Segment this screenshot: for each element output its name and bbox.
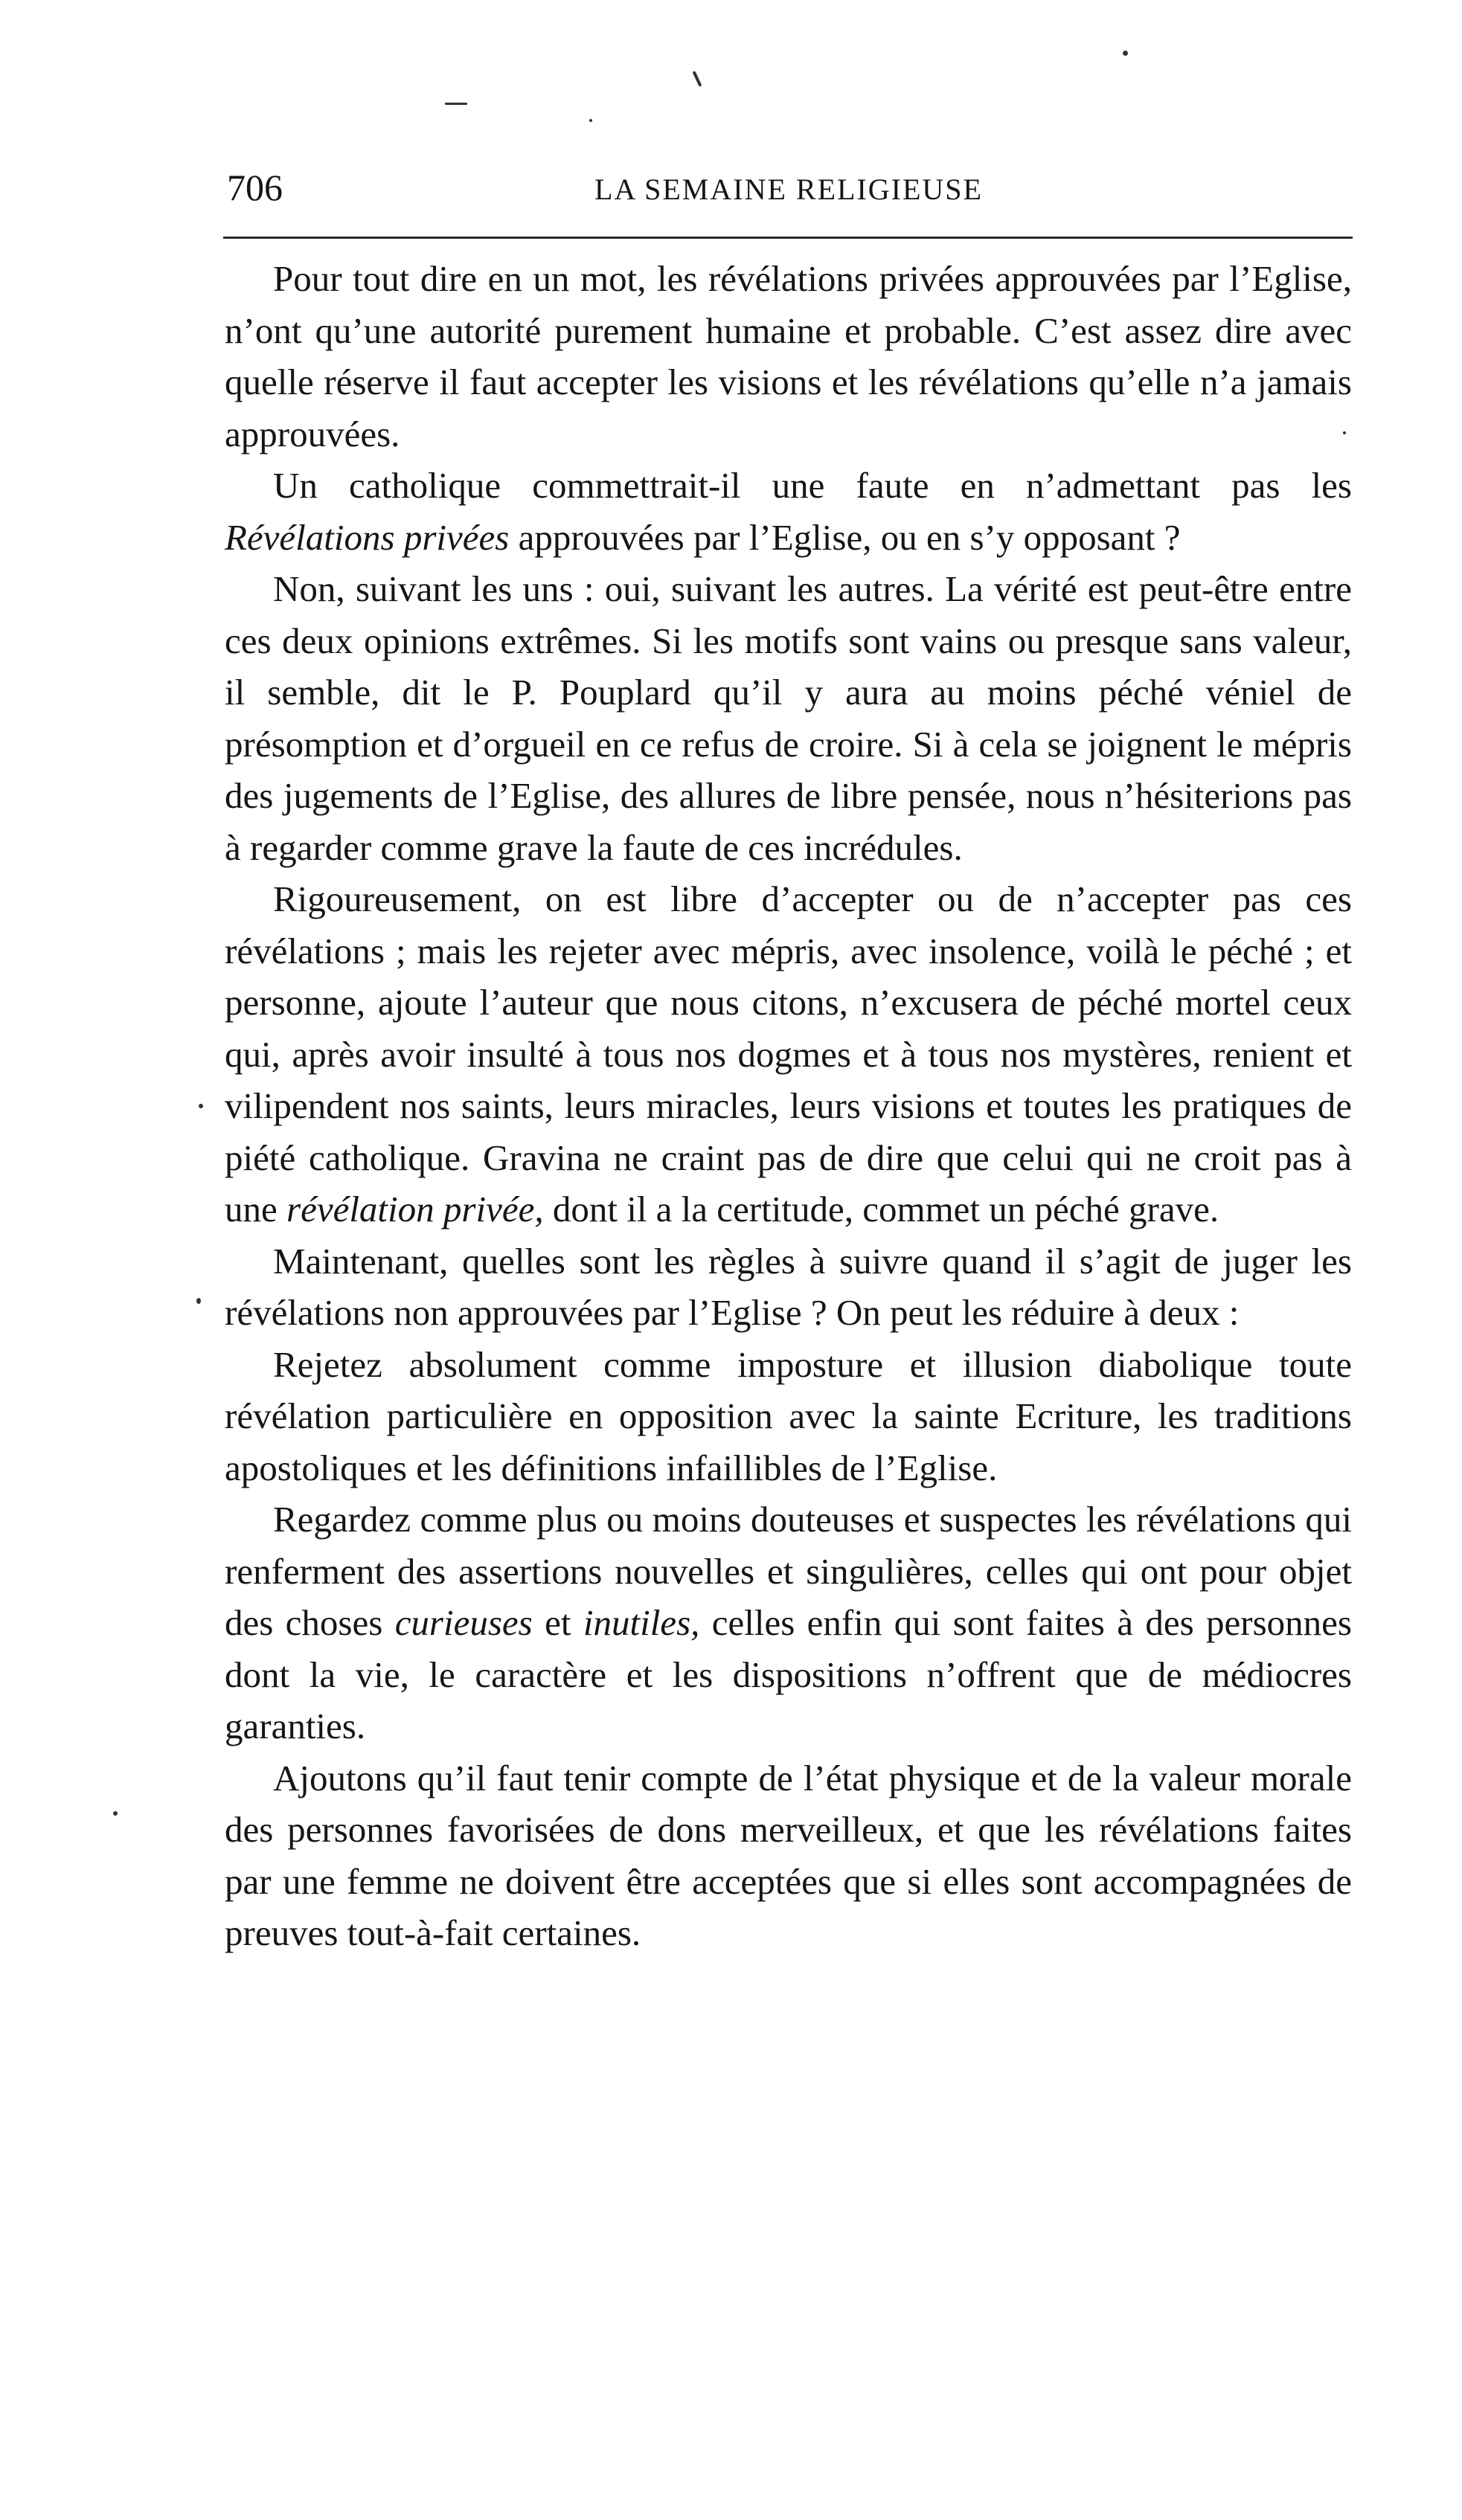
scan-speck (1123, 51, 1128, 56)
paragraph-7-text-end: celles enfin qui sont faites à des personnes dont la vie, le caractère et les dispositions n’offrent que de médiocres garanties. (225, 1602, 1352, 1746)
paragraph-7 (225, 1494, 1352, 1752)
scan-speck (113, 1811, 118, 1816)
paragraph-2-italic: Révélations privées (225, 516, 510, 558)
paragraph-4-italic: révélation privée, (286, 1189, 544, 1230)
scan-speck (196, 1298, 201, 1304)
paragraph-7-italic-1: curieuses (394, 1602, 533, 1643)
running-title: LA SEMAINE RELIGIEUSE (594, 173, 983, 206)
page-header (227, 165, 1350, 217)
scan-speck (693, 71, 702, 87)
paragraph-2 (225, 460, 1352, 563)
paragraph-7-italic-2: inutiles, (583, 1602, 700, 1643)
scan-speck (199, 1104, 203, 1108)
paragraph-5: Maintenant, quelles sont les règles à suivre quand il s’agit de juger les révélations non approuvées par l’Eglise ? On peut les réduire à deux : (225, 1240, 1352, 1333)
paragraph-3: Non, suivant les uns : oui, suivant les autres. La vérité est peut-être entre ces deux opinions extrêmes. Si les motifs sont vains ou presque sans valeur, il semble, dit le P. Pouplard qu’il y aura au moins péché véniel de présomption et d’orgueil en ce refus de croire. Si à cela se joignent le mépris des jugements de l’Eglise, des allures de libre pensée, nous n’hésiterions pas à regarder comme grave la faute de ces incrédules. (225, 568, 1352, 868)
header-rule (223, 237, 1353, 239)
body-text (225, 253, 1352, 1959)
paragraph-1: Pour tout dire en un mot, les révélations privées approuvées par l’Eglise, n’ont qu’une autorité purement humaine et probable. C’est assez dire avec quelle réserve il faut accepter les visions et les révélations qu’elle n’a jamais approuvées. (225, 258, 1352, 454)
paragraph-7-text-start: Regardez comme plus ou moins douteuses et suspectes les révélations qui renferment des assertions nouvelles et singulières, celles qui ont pour objet des choses (225, 1499, 1352, 1643)
scan-speck (589, 119, 592, 122)
paragraph-4 (225, 873, 1352, 1235)
scan-speck (1343, 431, 1346, 434)
paragraph-4-text-start: Rigoureusement, on est libre d’accepter ou de n’accepter pas ces révélations ; mais les rejeter avec mépris, avec insolence, voilà le péché ; et personne, ajoute l’auteur que nous citons, n’excusera de péché mortel ceux qui, après avoir insulté à tous nos dogmes et à tous nos mystères, renient et vilipendent nos saints, leurs miracles, leurs visions et toutes les pratiques de piété catholique. Gravina ne craint pas de dire que celui qui ne croit pas à une (225, 878, 1352, 1230)
page-number: 706 (227, 167, 283, 208)
paragraph-6: Rejetez absolument comme imposture et illusion diabolique toute révélation particulière en opposition avec la sainte Ecriture, les traditions apostoliques et les définitions infaillibles de l’Eglise. (225, 1343, 1352, 1488)
paragraph-7-text-middle: et (532, 1602, 583, 1643)
scan-speck (445, 103, 467, 105)
paragraph-2-text-start: Un catholique commettrait-il une faute en n’admettant pas les (273, 465, 1352, 506)
paragraph-2-text-end: approuvées par l’Eglise, ou en s’y opposant ? (509, 516, 1181, 558)
paragraph-4-text-end: dont il a la certitude, commet un péché grave. (543, 1189, 1219, 1230)
paragraph-8: Ajoutons qu’il faut tenir compte de l’état physique et de la valeur morale des personnes favorisées de dons merveilleux, et que les révélations faites par une femme ne doivent être acceptées que si elles sont accompagnées de preuves tout-à-fait certaines. (225, 1757, 1352, 1953)
